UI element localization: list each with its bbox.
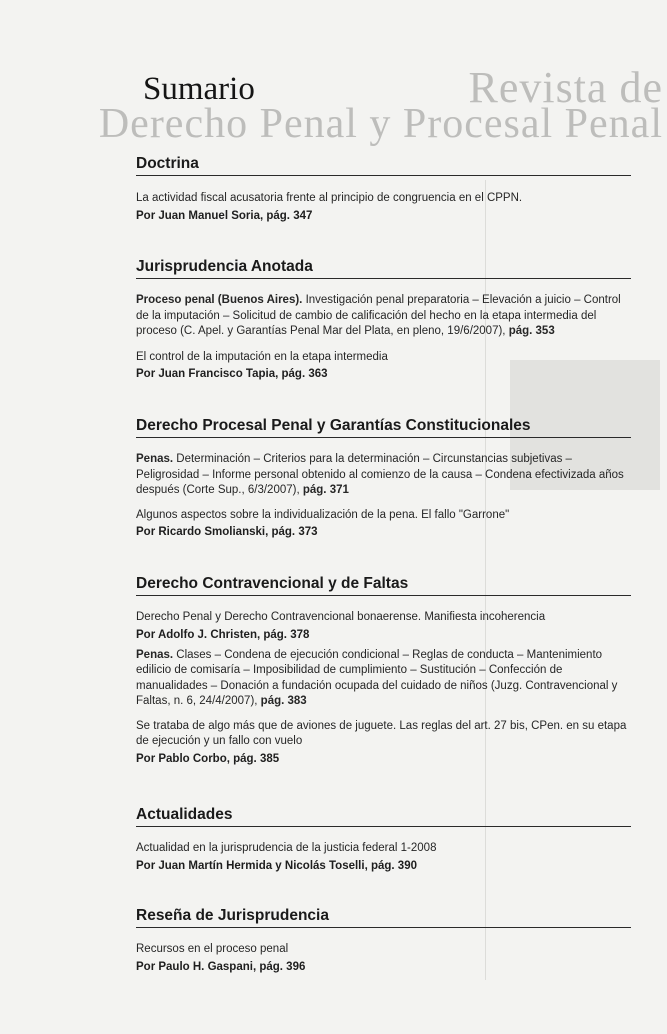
entry-body: Actualidad en la jurisprudencia de la justicia federal 1-2008 <box>136 842 437 854</box>
entry-body: Se trataba de algo más que de aviones de juguete. Las reglas del art. 27 bis, CPen. en su etapa de ejecución y un fallo con vuelo <box>136 719 627 747</box>
entry-page-ref: pág. 353 <box>508 325 555 337</box>
entry-body: Derecho Penal y Derecho Contravencional bonaerense. Manifiesta incoherencia <box>136 611 546 623</box>
entry-author: Por Juan Martín Hermida y Nicolás Toselli, pág. 390 <box>136 859 417 872</box>
entry-text <box>136 841 631 857</box>
section-actualidades <box>136 806 631 872</box>
section-derecho-procesal-penal <box>136 417 631 538</box>
entry-text <box>136 191 631 207</box>
section-heading: Derecho Contravencional y de Faltas <box>136 575 631 596</box>
entry-lead: Penas. <box>136 453 174 465</box>
entry-lead: Proceso penal (Buenos Aires). <box>136 294 303 306</box>
entry-text <box>136 452 631 499</box>
section-heading: Reseña de Jurisprudencia <box>136 907 631 928</box>
entry-body: Algunos aspectos sobre la individualización de la pena. El fallo "Garrone" <box>136 508 510 521</box>
entry-author: Por Paulo H. Gaspani, pág. 396 <box>136 960 306 973</box>
entry-page-ref: pág. 371 <box>302 484 349 496</box>
section-doctrina <box>136 155 631 222</box>
entry-text <box>136 293 631 340</box>
entry-body: Investigación penal preparatoria – Elevación a juicio – Control de la imputación – Solicitud de cambio de calificación del hecho en la etapa intermedia del proceso (C. Apel. y Garantías Penal Mar del Plata, en pleno, 19/6/2007), <box>136 294 621 337</box>
entry-body: Clases – Condena de ejecución condicional – Reglas de conducta – Mantenimiento edilicio de comisaría – Imposibilidad de cumplimiento – Sustitución – Confección de manualidades – Donación a fundación ocupada del cuidado de niños (Juzg. Contravencional y Faltas, n. 6, 24/4/2007), <box>136 648 618 707</box>
entry-body: El control de la imputación en la etapa intermedia <box>136 350 388 363</box>
section-heading: Actualidades <box>136 806 631 827</box>
entry-author: Por Pablo Corbo, pág. 385 <box>136 752 280 765</box>
entry-lead: Penas. <box>136 648 174 661</box>
entry-text <box>136 719 631 750</box>
entry-author: Por Juan Manuel Soria, pág. 347 <box>136 209 313 222</box>
entry-text <box>136 350 631 366</box>
ghost-title-line-2: Derecho Penal y Procesal Penal <box>98 101 663 147</box>
entry-text <box>136 508 631 524</box>
entry-body: La actividad fiscal acusatoria frente al principio de congruencia en el CPPN. <box>136 192 523 204</box>
section-derecho-contravencional <box>136 575 631 765</box>
entry-body: Determinación – Criterios para la determinación – Circunstancias subjetivas – Peligrosidad – Informe personal obtenido al comienzo de la causa – Condena efectivizada años después (Corte Sup., 6/3/2007), <box>136 453 624 496</box>
entry-body: Recursos en el proceso penal <box>136 943 289 955</box>
entry-text <box>136 942 631 958</box>
section-resena-de-jurisprudencia <box>136 907 631 973</box>
entry-author: Por Ricardo Smolianski, pág. 373 <box>136 526 318 538</box>
entry-page-ref: pág. 383 <box>260 695 307 707</box>
entry-text <box>136 648 631 710</box>
entry-author: Por Adolfo J. Christen, pág. 378 <box>136 628 310 641</box>
page-title: Sumario <box>143 71 255 107</box>
ghost-title-line-1: Revista de <box>468 63 663 112</box>
section-jurisprudencia-anotada <box>136 258 631 380</box>
entry-text <box>136 610 631 626</box>
section-heading: Derecho Procesal Penal y Garantías Constitucionales <box>136 417 631 438</box>
entry-author: Por Juan Francisco Tapia, pág. 363 <box>136 368 328 380</box>
section-heading: Jurisprudencia Anotada <box>136 258 631 279</box>
section-heading: Doctrina <box>136 155 631 176</box>
